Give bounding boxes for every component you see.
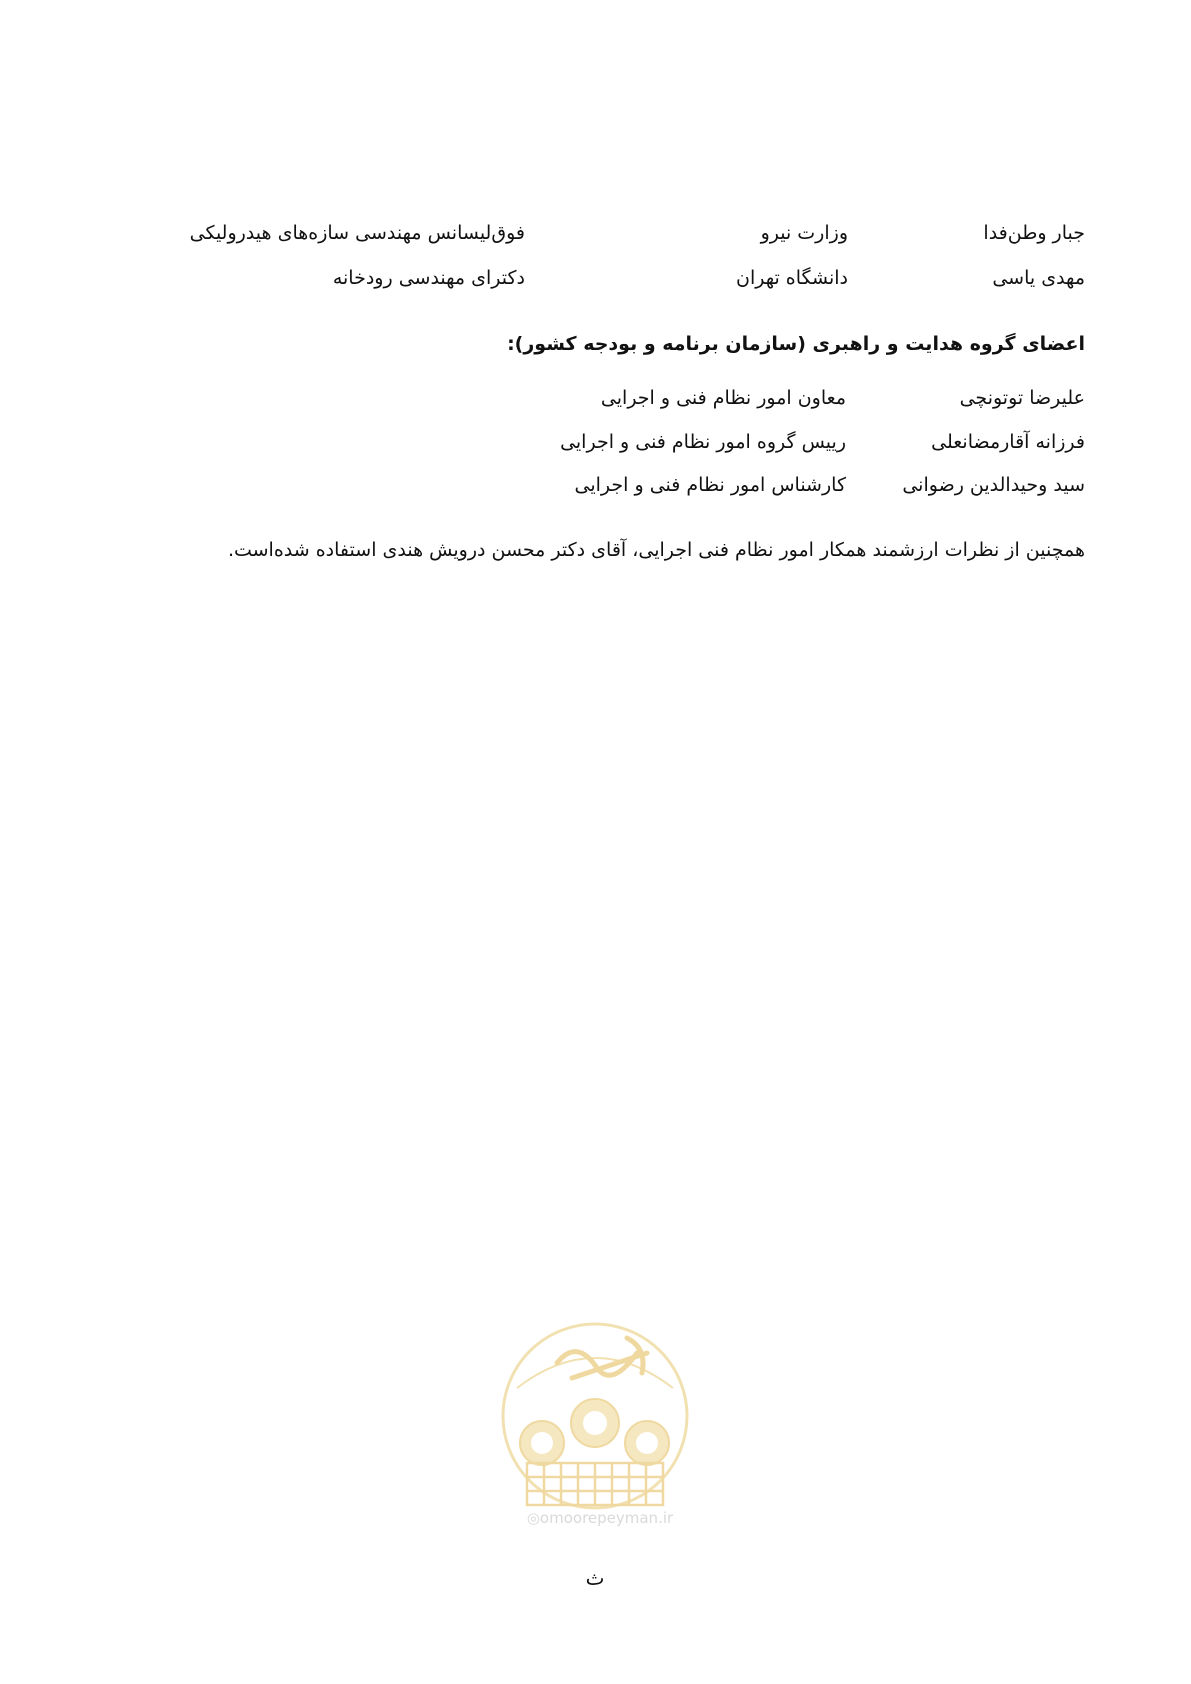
member-row	[0, 218, 1191, 248]
guidance-member-name: فرزانه آقارمضانعلی	[931, 431, 1085, 453]
guidance-member-role: کارشناس امور نظام فنی و اجرایی	[574, 474, 846, 496]
watermark-url-text: omoorepeyman.ir	[539, 1509, 674, 1527]
member-name: جبار وطن‌فدا	[983, 222, 1085, 244]
member-row	[0, 263, 1191, 293]
globe-icon: ◎	[526, 1509, 540, 1527]
member-organization: وزارت نیرو	[760, 222, 848, 244]
acknowledgement-paragraph: همچنین از نظرات ارزشمند همکار امور نظام فنی اجرایی، آقای دکتر محسن درویش هندی استفاده شده‌است.	[227, 539, 1085, 561]
watermark-logo	[497, 1318, 693, 1528]
watermark-url	[510, 1509, 690, 1527]
member-degree: دکترای مهندسی رودخانه	[332, 267, 525, 289]
page-number: ث	[585, 1566, 605, 1590]
member-degree: فوق‌لیسانس مهندسی سازه‌های هیدرولیکی	[189, 222, 525, 244]
guidance-member-name: سید وحیدالدین رضوانی	[902, 474, 1085, 496]
guidance-member-name: علیرضا توتونچی	[959, 387, 1085, 409]
member-organization: دانشگاه تهران	[735, 267, 848, 289]
guidance-member-row	[0, 470, 1191, 500]
guidance-member-role: رییس گروه امور نظام فنی و اجرایی	[560, 431, 846, 453]
section-heading: اعضای گروه هدایت و راهبری (سازمان برنامه و بودجه کشور):	[507, 333, 1085, 355]
member-name: مهدی یاسی	[992, 267, 1085, 289]
guidance-member-row	[0, 383, 1191, 413]
guidance-member-row	[0, 427, 1191, 457]
guidance-member-role: معاون امور نظام فنی و اجرایی	[600, 387, 846, 409]
